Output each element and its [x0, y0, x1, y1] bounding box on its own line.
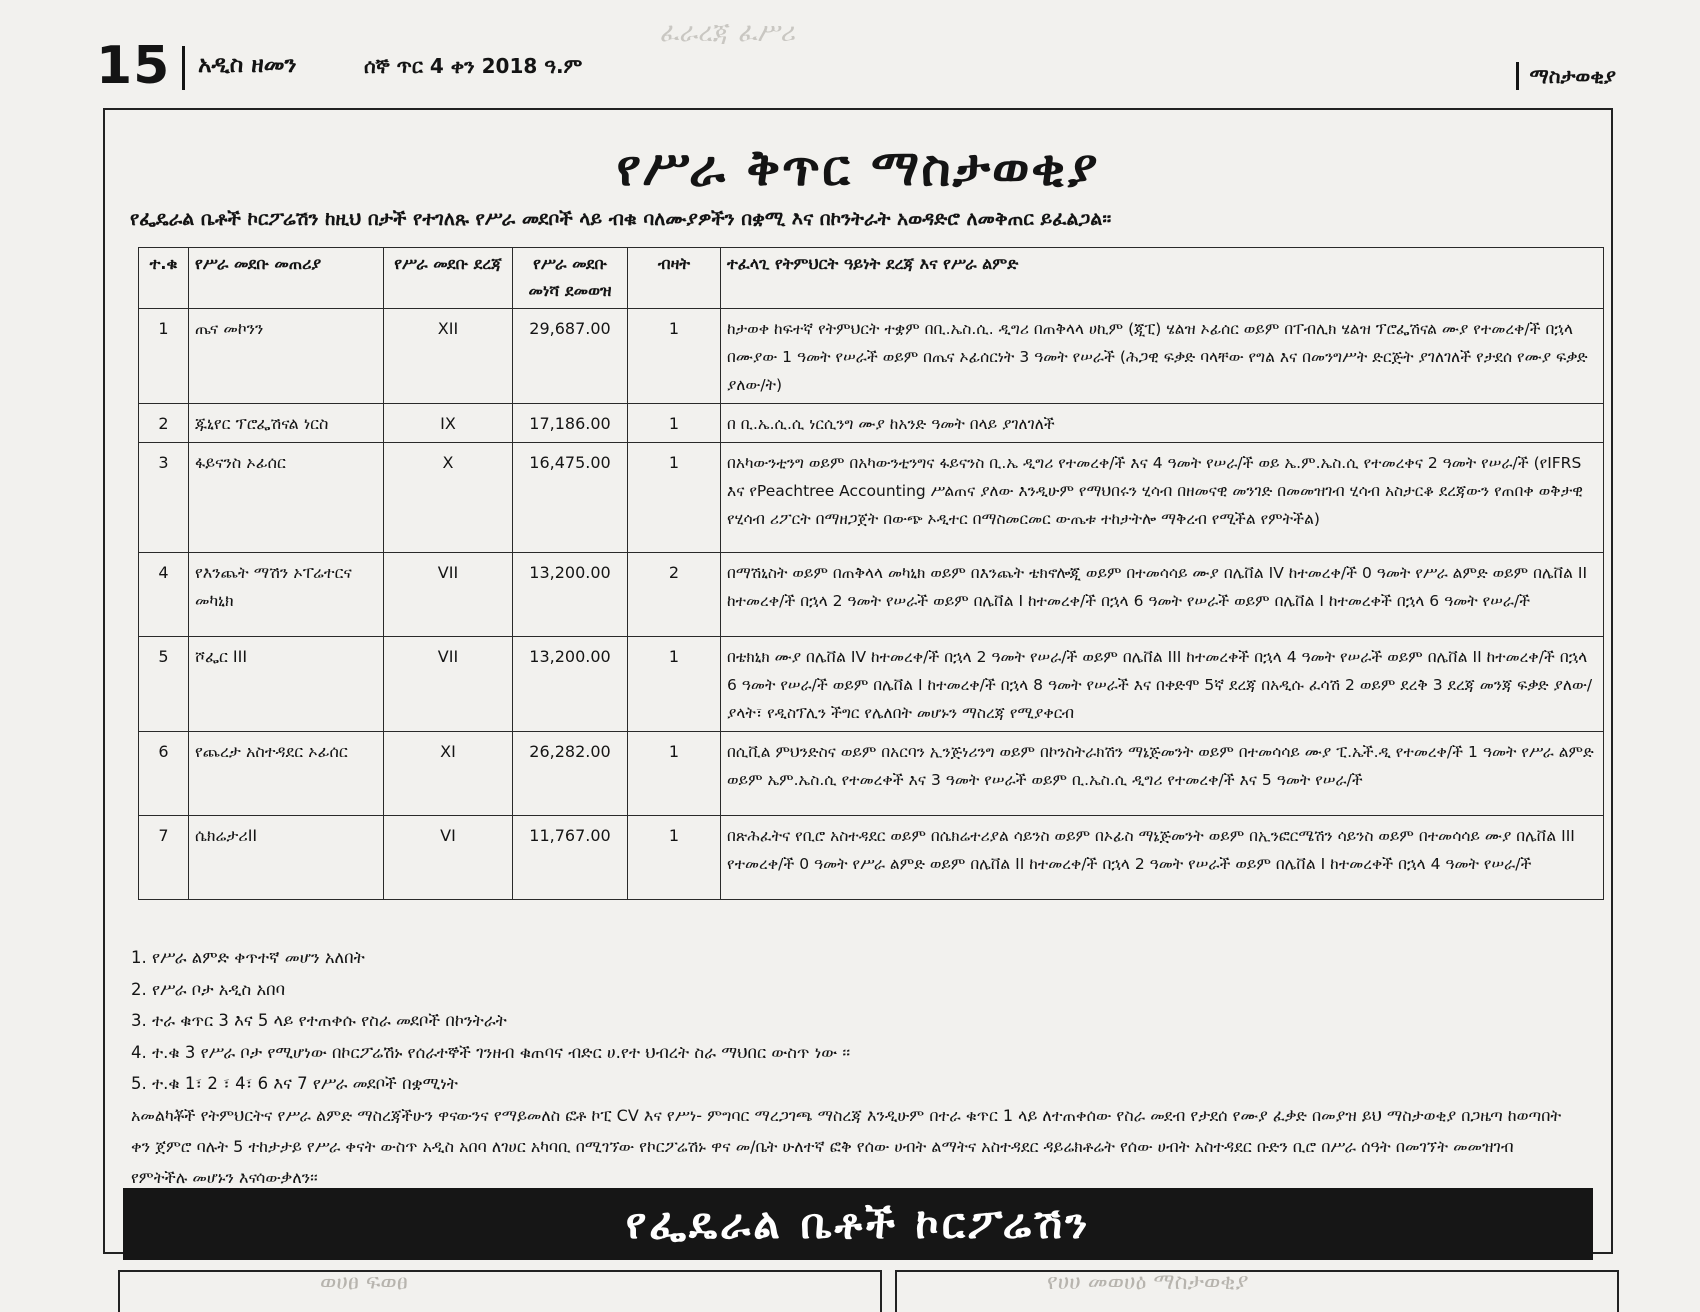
- masthead: [96, 36, 1616, 96]
- header-requirements: ተፈላጊ የትምህርት ዓይነት ደረጃ እና የሥራ ልምድ: [721, 248, 1604, 309]
- table-row: [139, 404, 1604, 443]
- starting-salary: 13,200.00: [513, 553, 628, 637]
- table-row: [139, 637, 1604, 732]
- header-number: ተ.ቁ: [139, 248, 189, 309]
- starting-salary: 26,282.00: [513, 732, 628, 816]
- position-requirements: ከታወቀ ከፍተኛ የትምህርት ተቋም በቢ.ኤስ.ሲ. ዲግሪ በጠቅላላ ሀኪም (ጂፒ) ሄልዝ ኦፊሰር ወይም በፐብሊክ ሄልዝ ፕሮፌሽናል ሙያ የተመረቀ/ች በኋላ በሙያው 1 ዓመት የሠራች ወይም በጤና ኦፊሰርነት 3 ዓመት የሠራች (ሕጋዊ ፍቃድ ባላቸው የግል እና በመንግሥት ድርጅት ያገለገለች የታደሰ የሙያ ፍቃድ ያለው/ት): [721, 309, 1604, 404]
- position-quantity: 1: [628, 309, 721, 404]
- section-divider: [1516, 62, 1519, 90]
- next-ad-box-left: [118, 1270, 882, 1312]
- page-number: 15: [96, 36, 171, 96]
- next-ads-strip: [0, 1262, 1700, 1295]
- position-title: የጨረታ አስተዳደር ኦፊሰር: [189, 732, 384, 816]
- position-requirements: በጽሕፈትና የቢሮ አስተዳደር ወይም በሴክሬተሪያል ሳይንስ ወይም በኦፊስ ማኔጅመንት ወይም በኢንፎርሜሽን ሳይንስ ወይም በተመሳሳይ ሙያ በሌቨል III የተመረቀ/ች 0 ዓመት የሥራ ልምድ ወይም በሌቨል II ከተመረቀ/ች በኋላ 2 ዓመት የሠራች ወይም በሌቨል I ከተመረቀች በኋላ 4 ዓመት የሠራ/ች: [721, 816, 1604, 900]
- row-number: 4: [139, 553, 189, 637]
- jobs-table: [138, 247, 1604, 900]
- note-item: 2. የሥራ ቦታ አዲስ አበባ: [131, 979, 286, 999]
- note-item: 1. የሥራ ልምድ ቀጥተኛ መሆን አለበት: [131, 948, 365, 967]
- table-row: [139, 309, 1604, 404]
- table-row: [139, 553, 1604, 637]
- section-name: ማስታወቂያ: [1529, 64, 1616, 88]
- bleed-through-text: ፈራረጃ ፈሥሪ: [660, 18, 796, 48]
- position-quantity: 1: [628, 732, 721, 816]
- row-number: 5: [139, 637, 189, 732]
- starting-salary: 29,687.00: [513, 309, 628, 404]
- bleed-through-text: የሀሀ መወሀዕ ማስታወቂያ: [1047, 1270, 1249, 1295]
- starting-salary: 17,186.00: [513, 404, 628, 443]
- position-title: ሾፌር III: [189, 637, 384, 732]
- table-row: [139, 732, 1604, 816]
- table-row: [139, 816, 1604, 900]
- position-requirements: በ ቢ.ኤ.ሲ.ሲ ነርሲንግ ሙያ ከአንድ ዓመት በላይ ያገለገለች: [721, 404, 1604, 443]
- starting-salary: 13,200.00: [513, 637, 628, 732]
- row-number: 1: [139, 309, 189, 404]
- table-row: [139, 443, 1604, 553]
- starting-salary: 11,767.00: [513, 816, 628, 900]
- position-requirements: በቴክኒክ ሙያ በሌቨል IV ከተመረቀ/ች በኋላ 2 ዓመት የሠራ/ች ወይም በሌቨል III ከተመረቀች በኋላ 4 ዓመት የሠራች ወይም በሌቨል II ከተመረቀ/ች በኋላ 6 ዓመት የሠራ/ች ወይም በሌቨል I ከተመረቀ/ች በኋላ 8 ዓመት የሠራች እና በቀድሞ 5ኛ ደረጃ በአዲሱ ፈሳሽ 2 ወይም ደረቅ 3 ደረጃ መንጃ ፍቃድ ያለው/ያላት፣ የዲስፕሊን ችግር የሌለበት መሆኑን ማስረጃ የሚያቀርብ: [721, 637, 1604, 732]
- ad-intro: የፌዴራል ቤቶች ኮርፖሬሽን ከዚህ በታች የተገለጹ የሥራ መደቦች ላይ ብቁ ባለሙያዎችን በቋሚ እና በኮንትራት አወዳድሮ ለመቅጠር ይፈልጋል፡፡: [130, 208, 1112, 230]
- issue-date: ሰኞ ጥር 4 ቀን 2018 ዓ.ም: [364, 54, 583, 78]
- application-instructions: አመልካቾች የትምህርትና የሥራ ልምድ ማስረጃችሁን ዋናውንና የማይመለስ ፎቶ ኮፒ CV እና የሥነ- ምግባር ማረጋገጫ ማስረጃ እንዲሁም በተራ ቁጥር 1 ላይ ለተጠቀሰው የስራ መደብ የታደሰ የሙያ ፈቃድ በመያዝ ይህ ማስታወቂያ በጋዜጣ ከወጣበት ቀን ጀምሮ ባሉት 5 ተከታታይ የሥራ ቀናት ውስጥ አዲስ አበባ ለገሀር አካባቢ በሚገኘው የኮርፖሬሽኑ ዋና መ/ቤት ሁለተኛ ፎቅ የሰው ሀብት ልማትና አስተዳደር ዳይሬክቶሬት የሰው ሀብት አስተዳደር ቡድን ቢሮ በሥራ ሰዓት በመገኘት መመዝገብ የምትችሉ መሆኑን እናሳውቃለን፡፡: [131, 1106, 1562, 1187]
- row-number: 2: [139, 404, 189, 443]
- position-title: ጤና መኮንን: [189, 309, 384, 404]
- header-salary: የሥራ መደቡ መነሻ ደመወዝ: [513, 248, 628, 309]
- organization-banner: የፌዴራል ቤቶች ኮርፖሬሽን: [123, 1188, 1593, 1260]
- table-header-row: [139, 248, 1604, 309]
- note-item: 5. ተ.ቁ 1፣ 2 ፣ 4፣ 6 እና 7 የሥራ መደቦች በቋሚነት: [131, 1074, 458, 1093]
- position-quantity: 1: [628, 404, 721, 443]
- header-quantity: ብዛት: [628, 248, 721, 309]
- position-grade: IX: [384, 404, 513, 443]
- position-title: ሴክሬታሪII: [189, 816, 384, 900]
- position-quantity: 1: [628, 637, 721, 732]
- starting-salary: 16,475.00: [513, 443, 628, 553]
- next-ad-box-right: [895, 1270, 1619, 1312]
- masthead-divider: [182, 46, 185, 90]
- ad-title: የሥራ ቅጥር ማስታወቂያ: [616, 138, 1100, 197]
- position-grade: X: [384, 443, 513, 553]
- position-grade: VII: [384, 553, 513, 637]
- position-grade: XI: [384, 732, 513, 816]
- position-grade: XII: [384, 309, 513, 404]
- section-label: [1516, 62, 1616, 90]
- position-grade: VII: [384, 637, 513, 732]
- row-number: 6: [139, 732, 189, 816]
- position-title: ጁኒየር ፕሮፌሽናል ነርስ: [189, 404, 384, 443]
- position-quantity: 1: [628, 443, 721, 553]
- note-item: 3. ተራ ቁጥር 3 እና 5 ላይ የተጠቀሱ የስራ መደቦች በኮንትራት: [131, 1011, 507, 1030]
- note-item: 4. ተ.ቁ 3 የሥራ ቦታ የሚሆነው በኮርፖሬሽኑ የሰራተኞች ገንዘብ ቁጠባና ብድር ሀ.የተ ህብረት ስራ ማህበር ውስጥ ነው ፡፡: [131, 1042, 851, 1062]
- header-position-title: የሥራ መደቡ መጠሪያ: [189, 248, 384, 309]
- header-grade: የሥራ መደቡ ደረጃ: [384, 248, 513, 309]
- row-number: 3: [139, 443, 189, 553]
- bleed-through-text: ወሀፀ ፍወፀ: [320, 1270, 408, 1295]
- position-requirements: በሲቪል ምህንድስና ወይም በአርባን ኢንጅነሪንግ ወይም በኮንስትራክሽን ማኔጅመንት ወይም በተመሳሳይ ሙያ ፒ.ኤች.ዲ የተመረቀ/ች 1 ዓመት የሥራ ልምድ ወይም ኤም.ኤስ.ሲ የተመረቀች እና 3 ዓመት የሠራች ወይም ቢ.ኤስ.ሲ ዲግሪ የተመረቀ/ች እና 5 ዓመት የሠራ/ች: [721, 732, 1604, 816]
- position-title: ፋይናንስ ኦፊሰር: [189, 443, 384, 553]
- position-quantity: 1: [628, 816, 721, 900]
- position-grade: VI: [384, 816, 513, 900]
- row-number: 7: [139, 816, 189, 900]
- advertisement-box: [103, 108, 1613, 1254]
- position-requirements: በአካውንቲንግ ወይም በአካውንቲንግና ፋይናንስ ቢ.ኤ ዲግሪ የተመረቀ/ች እና 4 ዓመት የሠራ/ች ወይ ኤ.ም.ኤስ.ሲ የተመረቀና 2 ዓመት የሠራ/ች (የIFRS እና የPeachtree Accounting ሥልጠና ያለው እንዲሁም የማህበሩን ሂሳብ በዘመናዊ መንገድ በመመዝገብ ሂሳብ አስታርቆ ደረጃውን የጠበቀ ወቅታዊ የሂሳብ ሪፖርት በማዘጋጀት በውጭ ኦዲተር በማስመርመር ውጤቱ ተከታትሎ ማቅረብ የሚችል የምትችል): [721, 443, 1604, 553]
- newspaper-name: አዲስ ዘመን: [198, 52, 297, 78]
- position-title: የእንጨት ማሽን ኦፐሬተርና መካኒክ: [189, 553, 384, 637]
- position-requirements: በማሽኒስት ወይም በጠቅላላ መካኒክ ወይም በእንጨት ቴክኖሎጂ ወይም በተመሳሳይ ሙያ በሌቨል IV ከተመረቀ/ች 0 ዓመት የሥራ ልምድ ወይም በሌቨል II ከተመረቀ/ች በኋላ 2 ዓመት የሠራች ወይም በሌቨል I ከተመረቀ/ች በኋላ 6 ዓመት የሠራች ወይም በሌቨል I ከተመረቀች በኋላ 6 ዓመት የሠራ/ች: [721, 553, 1604, 637]
- ad-notes: [131, 942, 850, 1100]
- position-quantity: 2: [628, 553, 721, 637]
